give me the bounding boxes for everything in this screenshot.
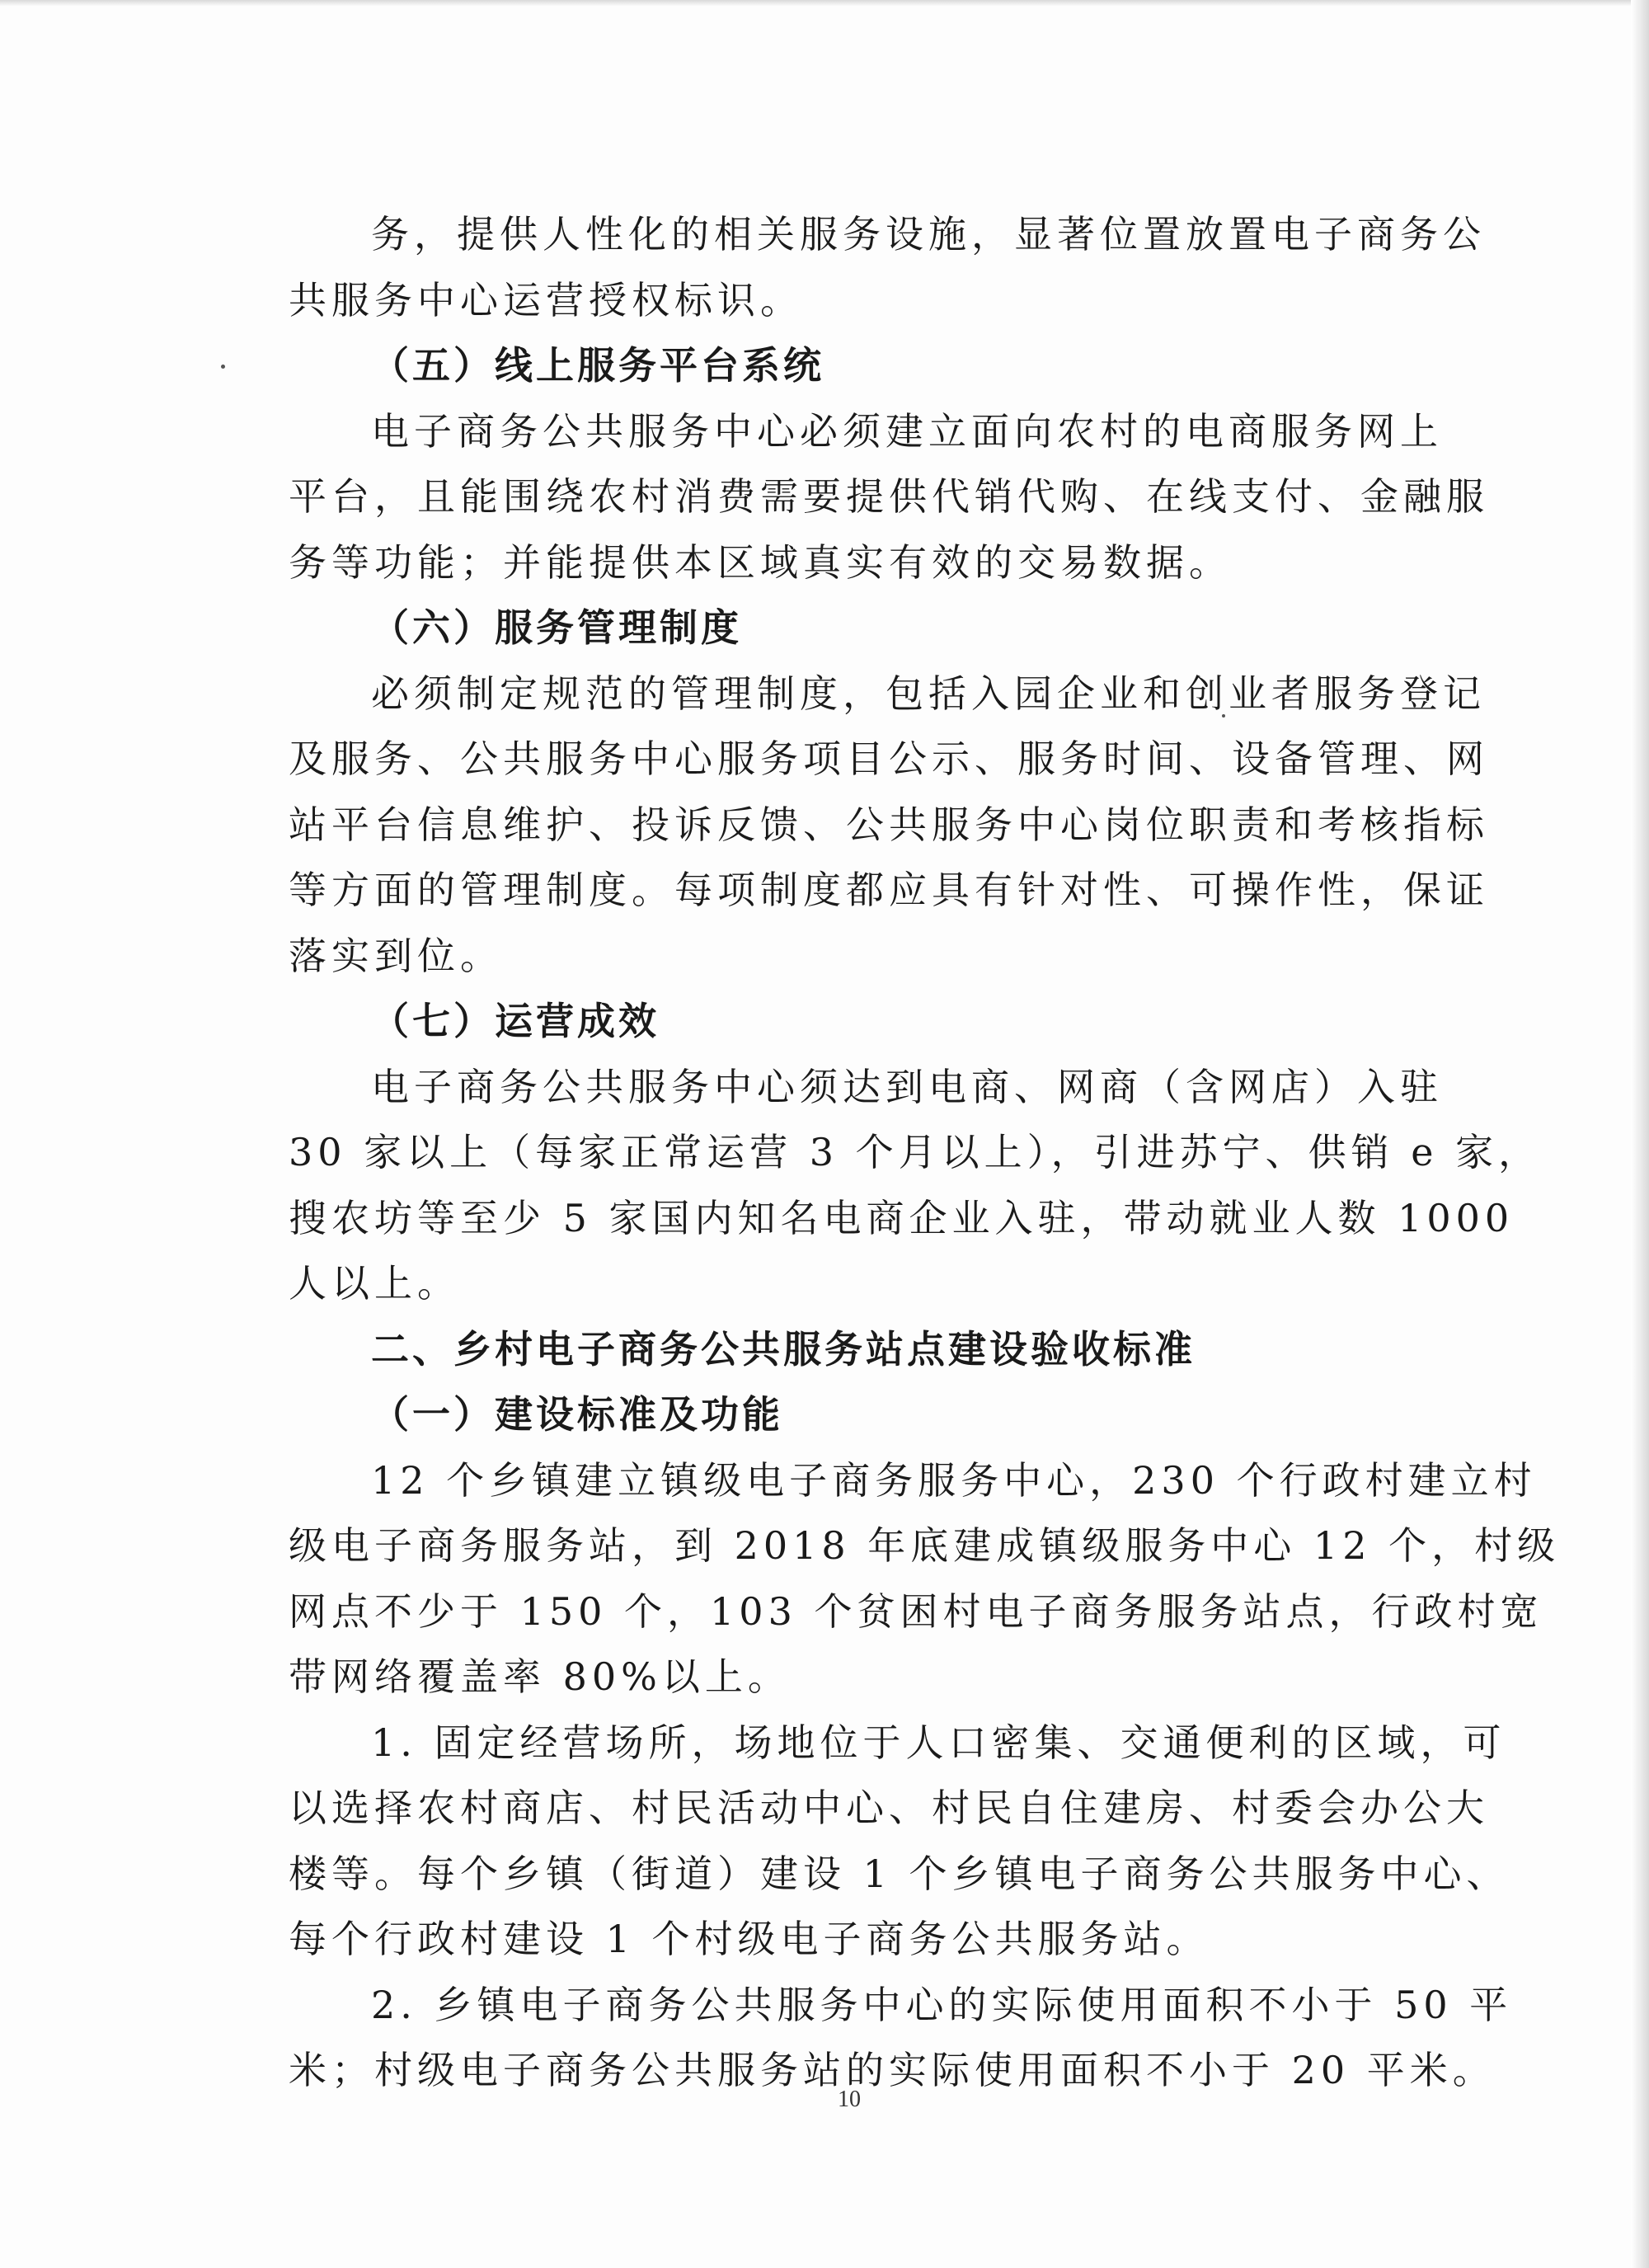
scan-shadow-right <box>1631 0 1649 2268</box>
paragraph-line: 及服务、公共服务中心服务项目公示、服务时间、设备管理、网 <box>289 736 1489 781</box>
paragraph-line: 30 家以上（每家正常运营 3 个月以上），引进苏宁、供销 e 家， <box>289 1130 1542 1174</box>
paragraph-line: 米；村级电子商务公共服务站的实际使用面积不小于 20 平米。 <box>289 2048 1496 2092</box>
paragraph-line: 级电子商务服务站，到 2018 年底建成镇级服务中心 12 个，村级 <box>289 1523 1561 1568</box>
paragraph-line: 楼等。每个乡镇（街道）建设 1 个乡镇电子商务公共服务中心、 <box>289 1851 1510 1896</box>
paragraph-line: 电子商务公共服务中心必须建立面向农村的电商服务网上 <box>371 408 1443 454</box>
section-heading: 二、乡村电子商务公共服务站点建设验收标准 <box>371 1326 1196 1372</box>
document-body <box>289 202 1561 2104</box>
paragraph-line: 站平台信息维护、投诉反馈、公共服务中心岗位职责和考核指标 <box>289 802 1489 847</box>
section-heading: （一）建设标准及功能 <box>371 1392 783 1437</box>
scan-shadow-top <box>0 0 1649 7</box>
paragraph-line: 每个行政村建设 1 个村级电子商务公共服务站。 <box>289 1917 1210 1961</box>
paragraph-line: 12 个乡镇建立镇级电子商务服务中心，230 个行政村建立村 <box>371 1457 1537 1503</box>
page-number: 10 <box>838 2087 861 2112</box>
paragraph-line: 带网络覆盖率 80%以上。 <box>289 1654 791 1699</box>
paragraph-line: 务，提供人性化的相关服务设施，显著位置放置电子商务公 <box>371 212 1486 256</box>
paragraph-line: 必须制定规范的管理制度，包括入园企业和创业者服务登记 <box>371 671 1486 716</box>
section-heading: （七）运营成效 <box>371 999 660 1043</box>
paragraph-line: 电子商务公共服务中心须达到电商、网商（含网店）入驻 <box>371 1064 1443 1109</box>
paragraph-line: 1. 固定经营场所，场地位于人口密集、交通便利的区域，可 <box>371 1720 1506 1765</box>
paragraph-line: 落实到位。 <box>289 933 503 978</box>
paragraph-line: 2. 乡镇电子商务公共服务中心的实际使用面积不小于 50 平 <box>371 1982 1513 2027</box>
paragraph-line: 以选择农村商店、村民活动中心、村民自住建房、村委会办公大 <box>289 1786 1489 1830</box>
paragraph-line: 人以上。 <box>289 1261 460 1306</box>
scan-speck <box>221 365 225 369</box>
paragraph-line: 网点不少于 150 个，103 个贫困村电子商务服务站点，行政村宽 <box>289 1588 1543 1634</box>
paragraph-line: 搜农坊等至少 5 家国内知名电商企业入驻，带动就业人数 1000 <box>289 1195 1515 1240</box>
paragraph-line: 共服务中心运营授权标识。 <box>289 277 803 322</box>
paragraph-line: 平台，且能围绕农村消费需要提供代销代购、在线支付、金融服 <box>289 474 1489 519</box>
paragraph-line: 等方面的管理制度。每项制度都应具有针对性、可操作性，保证 <box>289 868 1489 912</box>
paragraph-line: 务等功能；并能提供本区域真实有效的交易数据。 <box>289 539 1232 585</box>
section-heading: （六）服务管理制度 <box>371 605 742 650</box>
section-heading: （五）线上服务平台系统 <box>371 343 824 388</box>
